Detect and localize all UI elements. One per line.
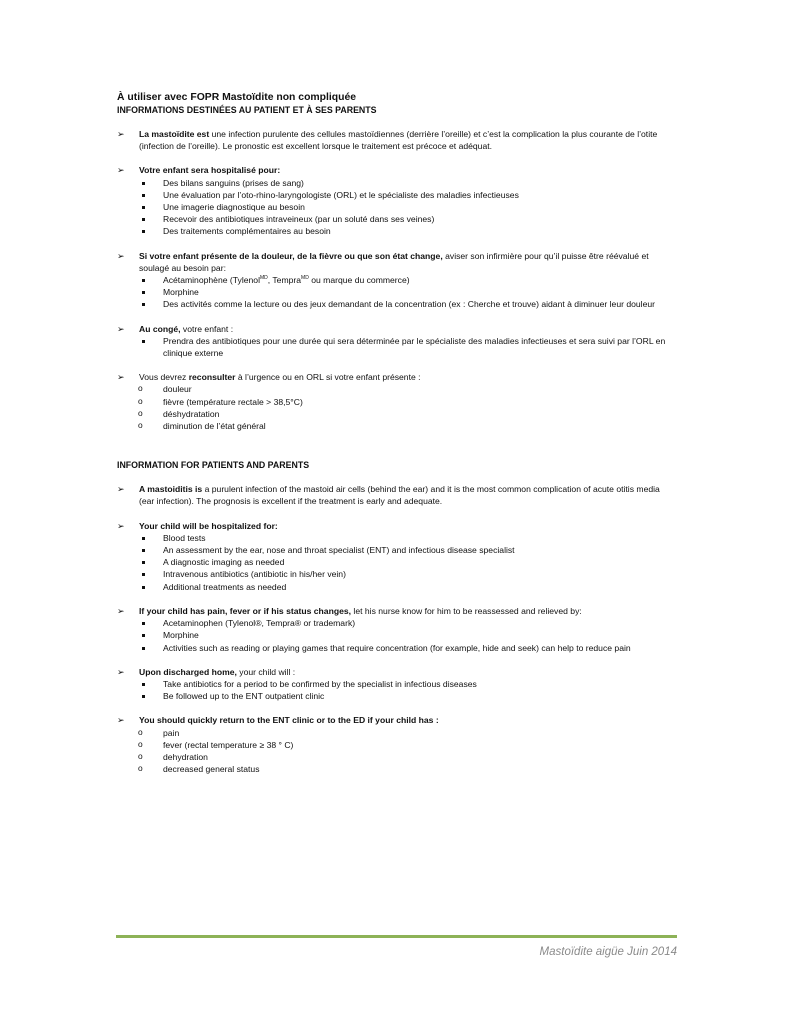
- en-section-pain: [117, 605, 677, 617]
- footer-text: Mastoïdite aigüe Juin 2014: [539, 946, 677, 958]
- en-hospitalization-list: [117, 532, 677, 593]
- arrow-bullet-icon: ➢: [117, 484, 125, 495]
- list-item: Be followed up to the ENT outpatient clinic: [163, 690, 677, 702]
- fr-discharge-text: votre enfant :: [180, 323, 234, 334]
- arrow-bullet-icon: ➢: [117, 372, 125, 383]
- fr-definition-text: une infection purulente des cellules mastoïdiennes (derrière l’oreille) et c’est la complication la plus courante de l’otite (infection de l’oreille). Le pronostic est excellent lorsque le traitement est précoce et adéquat.: [139, 129, 658, 152]
- list-item: A diagnostic imaging as needed: [163, 556, 677, 568]
- fr-section-hospitalization: [117, 164, 677, 176]
- list-item: o decreased general status: [163, 763, 677, 775]
- arrow-bullet-icon: ➢: [117, 165, 125, 176]
- fr-return-list: [117, 383, 677, 432]
- document-body: [117, 92, 677, 775]
- en-definition-text: a purulent infection of the mastoid air cells (behind the ear) and it is the most common complication of acute otitis media (ear infection). The prognosis is excellent if the treatment is early and adequate.: [139, 484, 660, 507]
- list-item: o douleur: [163, 383, 677, 395]
- list-item: Une imagerie diagnostique au besoin: [163, 201, 677, 213]
- list-item: Une évaluation par l’oto-rhino-laryngologiste (ORL) et le spécialiste des maladies infectieuses: [163, 189, 677, 201]
- footer-divider: [116, 935, 677, 938]
- english-title: INFORMATION FOR PATIENTS AND PARENTS: [117, 460, 310, 471]
- en-section-definition: [117, 483, 677, 507]
- list-item: Morphine: [163, 629, 677, 641]
- en-pain-list: [117, 617, 677, 654]
- list-item: o fièvre (température rectale > 38,5°C): [163, 396, 677, 408]
- french-subtitle: INFORMATIONS DESTINÉES AU PATIENT ET À SES PARENTS: [117, 105, 377, 115]
- fr-hospitalization-heading: Votre enfant sera hospitalisé pour:: [139, 165, 281, 176]
- arrow-bullet-icon: ➢: [117, 250, 125, 261]
- fr-definition-bold: La mastoïdite est: [139, 129, 210, 139]
- en-pain-text: let his nurse know for him to be reassessed and relieved by:: [351, 605, 582, 616]
- en-return-heading: You should quickly return to the ENT clinic or to the ED if your child has :: [139, 715, 439, 726]
- list-item: Activities such as reading or playing games that require concentration (for example, hide and seek) can help to reduce pain: [163, 642, 677, 654]
- en-return-list: [117, 727, 677, 776]
- list-item: Acetaminophen (Tylenol®, Tempra® or trademark): [163, 617, 677, 629]
- fr-pain-list: [117, 274, 677, 311]
- en-definition-bold: A mastoiditis is: [139, 484, 203, 495]
- en-section-return: [117, 714, 677, 726]
- arrow-bullet-icon: ➢: [117, 129, 125, 139]
- arrow-bullet-icon: ➢: [117, 605, 125, 616]
- fr-section-discharge: [117, 323, 677, 335]
- en-discharge-bold: Upon discharged home,: [139, 666, 237, 677]
- fr-section-pain: [117, 250, 677, 274]
- list-item: o dehydration: [163, 751, 677, 763]
- fr-section-return: ➢ Vous devrez reconsulter à l’urgence ou en ORL si votre enfant présente :: [117, 372, 421, 383]
- list-item: o pain: [163, 727, 677, 739]
- arrow-bullet-icon: ➢: [117, 323, 125, 334]
- list-item: o diminution de l’état général: [163, 420, 677, 432]
- list-item: An assessment by the ear, nose and throat specialist (ENT) and infectious disease specialist: [163, 544, 677, 556]
- fr-hospitalization-list: [117, 177, 677, 238]
- fr-pain-bold: Si votre enfant présente de la douleur, de la fièvre ou que son état change,: [139, 250, 443, 261]
- list-item: Des bilans sanguins (prises de sang): [163, 177, 677, 189]
- fr-pain-text: aviser son infirmière pour qu’il puisse être réévalué et soulagé au besoin par:: [139, 250, 649, 273]
- french-title: À utiliser avec FOPR Mastoïdite non compliquée: [117, 92, 357, 103]
- list-item: o déshydratation: [163, 408, 677, 420]
- list-item: Morphine: [163, 286, 677, 298]
- list-item: Take antibiotics for a period to be confirmed by the specialist in infectious diseases: [163, 678, 677, 690]
- en-section-hospitalization: [117, 520, 677, 532]
- fr-discharge-bold: Au congé,: [139, 323, 181, 334]
- list-item: Prendra des antibiotiques pour une durée qui sera déterminée par le spécialiste des maladies infectieuses et sera suivi par l’ORL en clinique externe: [163, 335, 677, 359]
- en-pain-bold: If your child has pain, fever or if his status changes,: [139, 605, 352, 616]
- list-item: Acétaminophène (Tylenol$^{MD}$, Tempra$^{MD}$ ou marque du commerce): [163, 274, 677, 286]
- fr-discharge-list: [117, 335, 677, 359]
- arrow-bullet-icon: ➢: [117, 715, 125, 726]
- list-item: Additional treatments as needed: [163, 581, 677, 593]
- list-item: Des activités comme la lecture ou des jeux demandant de la concentration (ex : Cherche et trouve) aidant à diminuer leur douleur: [163, 298, 677, 310]
- fr-section-definition: [117, 128, 677, 152]
- list-item: Intravenous antibiotics (antibiotic in his/her vein): [163, 568, 677, 580]
- fr-return-bold: reconsulter: [188, 372, 236, 383]
- arrow-bullet-icon: ➢: [117, 666, 125, 677]
- en-discharge-list: [117, 678, 677, 702]
- list-item: o fever (rectal temperature ≥ 38 ° C): [163, 739, 677, 751]
- list-item: Des traitements complémentaires au besoin: [163, 225, 677, 237]
- list-item: Recevoir des antibiotiques intraveineux (par un soluté dans ses veines): [163, 213, 677, 225]
- en-hospitalization-heading: Your child will be hospitalized for:: [139, 520, 278, 531]
- list-item: Blood tests: [163, 532, 677, 544]
- en-section-discharge: [117, 666, 677, 678]
- en-discharge-text: your child will :: [236, 666, 296, 677]
- arrow-bullet-icon: ➢: [117, 520, 125, 531]
